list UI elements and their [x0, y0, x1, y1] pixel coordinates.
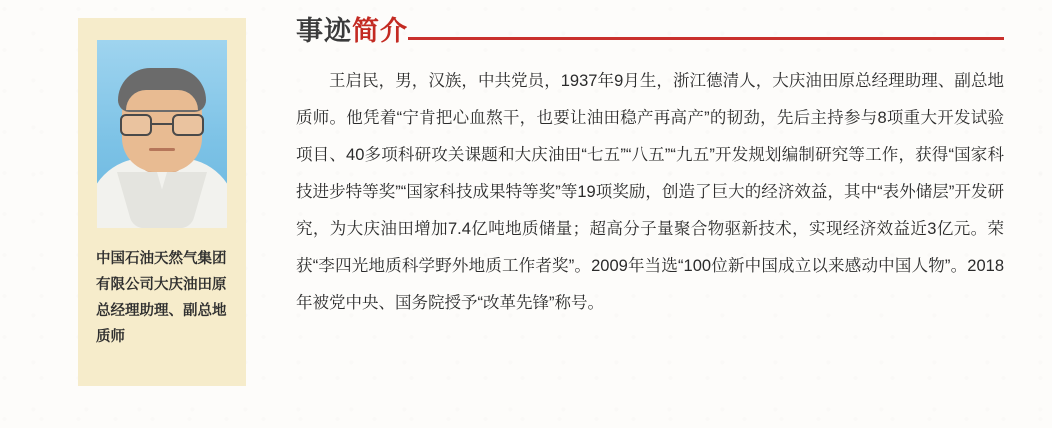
portrait-mouth — [149, 148, 175, 151]
article — [296, 18, 1004, 322]
portrait-photo — [97, 40, 227, 228]
glasses-lens-left — [120, 114, 152, 136]
page-title-part2: 简介 — [352, 16, 408, 46]
glasses-icon — [120, 114, 204, 136]
glasses-bridge — [152, 123, 172, 125]
page-title — [296, 18, 408, 45]
profile-card — [78, 18, 246, 386]
article-body: 王启民，男，汉族，中共党员，1937年9月生，浙江德清人，大庆油田原总经理助理、副总地质师。他凭着“宁肯把心血熬干，也要让油田稳产再高产”的韧劲，先后主持参与8项重大开发试验项目、40多项科研攻关课题和大庆油田“七五”“八五”“九五”开发规划编制研究等工作，获得“国家科技进步特等奖”“国家科技成果特等奖”等19项奖励，创造了巨大的经济效益，其中“表外储层”开发研究，为大庆油田增加7.4亿吨地质储量；超高分子量聚合物驱新技术，实现经济效益近3亿元。荣获“李四光地质科学野外地质工作者奖”。2009年当选“100位新中国成立以来感动中国人物”。2018年被党中央、国务院授予“改革先锋”称号。 — [296, 72, 1004, 312]
section-heading — [296, 18, 1004, 45]
profile-caption: 中国石油天然气集团有限公司大庆油田原总经理助理、副总地质师 — [96, 251, 227, 345]
heading-divider — [408, 37, 1004, 40]
page-title-part1: 事迹 — [296, 16, 352, 46]
portrait-hair — [118, 68, 206, 112]
glasses-lens-right — [172, 114, 204, 136]
